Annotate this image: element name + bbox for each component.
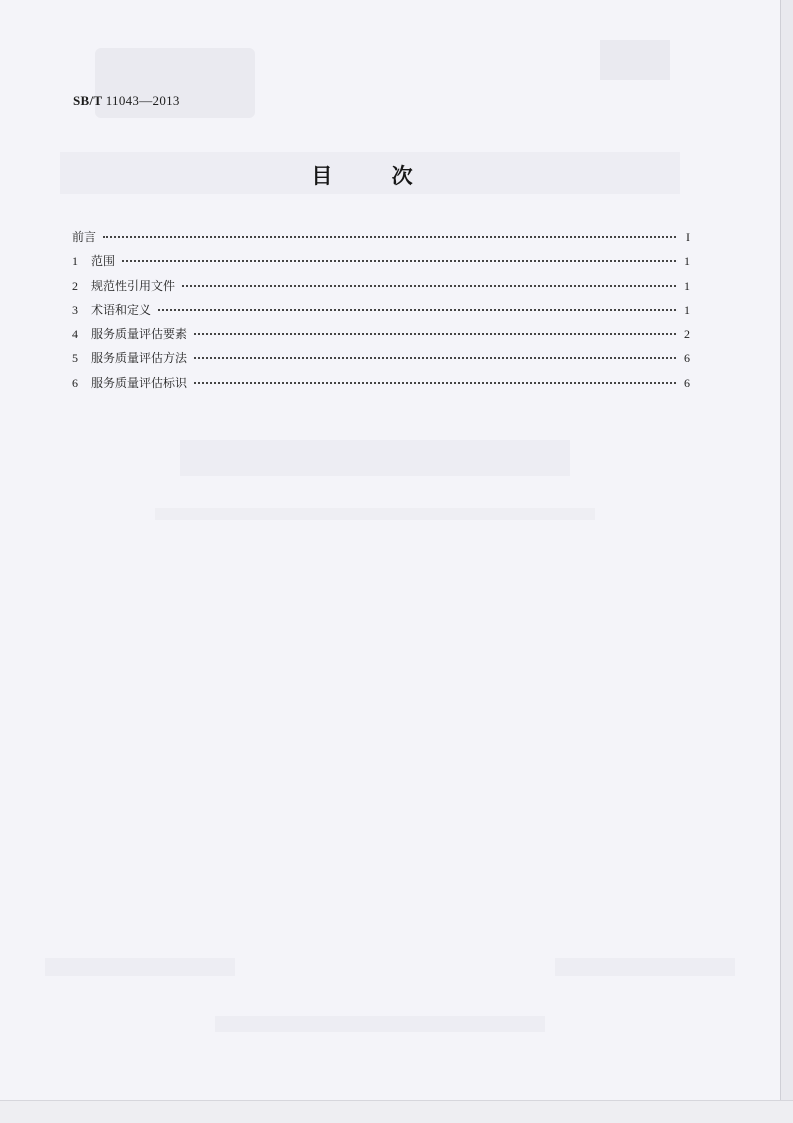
toc-dot-leader (194, 356, 676, 359)
toc-entry-assessment-methods[interactable] (72, 349, 690, 373)
toc-entry-foreword[interactable] (72, 228, 690, 252)
toc-entry-page: 1 (684, 254, 690, 269)
toc-entry-normative-references[interactable] (72, 277, 690, 301)
toc-entry-page: 6 (684, 351, 690, 366)
toc-entry-number: 2 (72, 278, 78, 293)
toc-entry-label: 前言 (72, 230, 97, 244)
bleed-through-issuer (215, 1016, 545, 1032)
toc-title: 目 次 (311, 164, 439, 188)
scan-edge-bottom (0, 1100, 793, 1123)
toc-dot-leader (122, 259, 676, 262)
toc-entry-label: 服务质量评估方法 (91, 351, 188, 366)
bleed-through-date-left (45, 958, 235, 976)
toc-entry-number: 4 (72, 327, 78, 342)
toc-entry-label: 服务质量评估标识 (91, 375, 188, 390)
toc-entry-number: 6 (72, 375, 78, 390)
standard-code (73, 93, 180, 109)
toc-entry-assessment-marks[interactable] (72, 374, 690, 398)
toc-entry-page: I (686, 230, 690, 244)
toc-entry-label: 服务质量评估要素 (91, 327, 188, 342)
toc-entry-terms-definitions[interactable] (72, 301, 690, 325)
toc-entry-label: 范围 (91, 254, 116, 269)
bleed-through-subtitle (155, 508, 595, 520)
toc-entry-number: 5 (72, 351, 78, 366)
toc-entry-label: 术语和定义 (91, 302, 152, 317)
toc-entry-page: 1 (684, 278, 690, 293)
toc-entry-page: 1 (684, 302, 690, 317)
toc-dot-leader (103, 235, 676, 238)
toc-dot-leader (194, 332, 676, 335)
scan-edge-right (780, 0, 793, 1122)
bleed-through-title (180, 440, 570, 476)
toc-entry-assessment-elements[interactable] (72, 325, 690, 349)
toc-dot-leader (182, 284, 676, 287)
toc-entry-page: 2 (684, 327, 690, 342)
bleed-through-date-right (555, 958, 735, 976)
toc-entry-scope[interactable] (72, 252, 690, 276)
standard-number: 11043—2013 (105, 93, 180, 108)
toc-entry-number: 3 (72, 302, 78, 317)
toc-dot-leader (194, 381, 676, 384)
toc-entry-page: 6 (684, 375, 690, 390)
toc-entry-label: 规范性引用文件 (91, 278, 176, 293)
standard-prefix: SB/T (73, 93, 103, 108)
bleed-through-text-block (600, 40, 670, 80)
toc-dot-leader (158, 308, 676, 311)
toc-entry-number: 1 (72, 254, 78, 269)
table-of-contents (72, 228, 690, 398)
